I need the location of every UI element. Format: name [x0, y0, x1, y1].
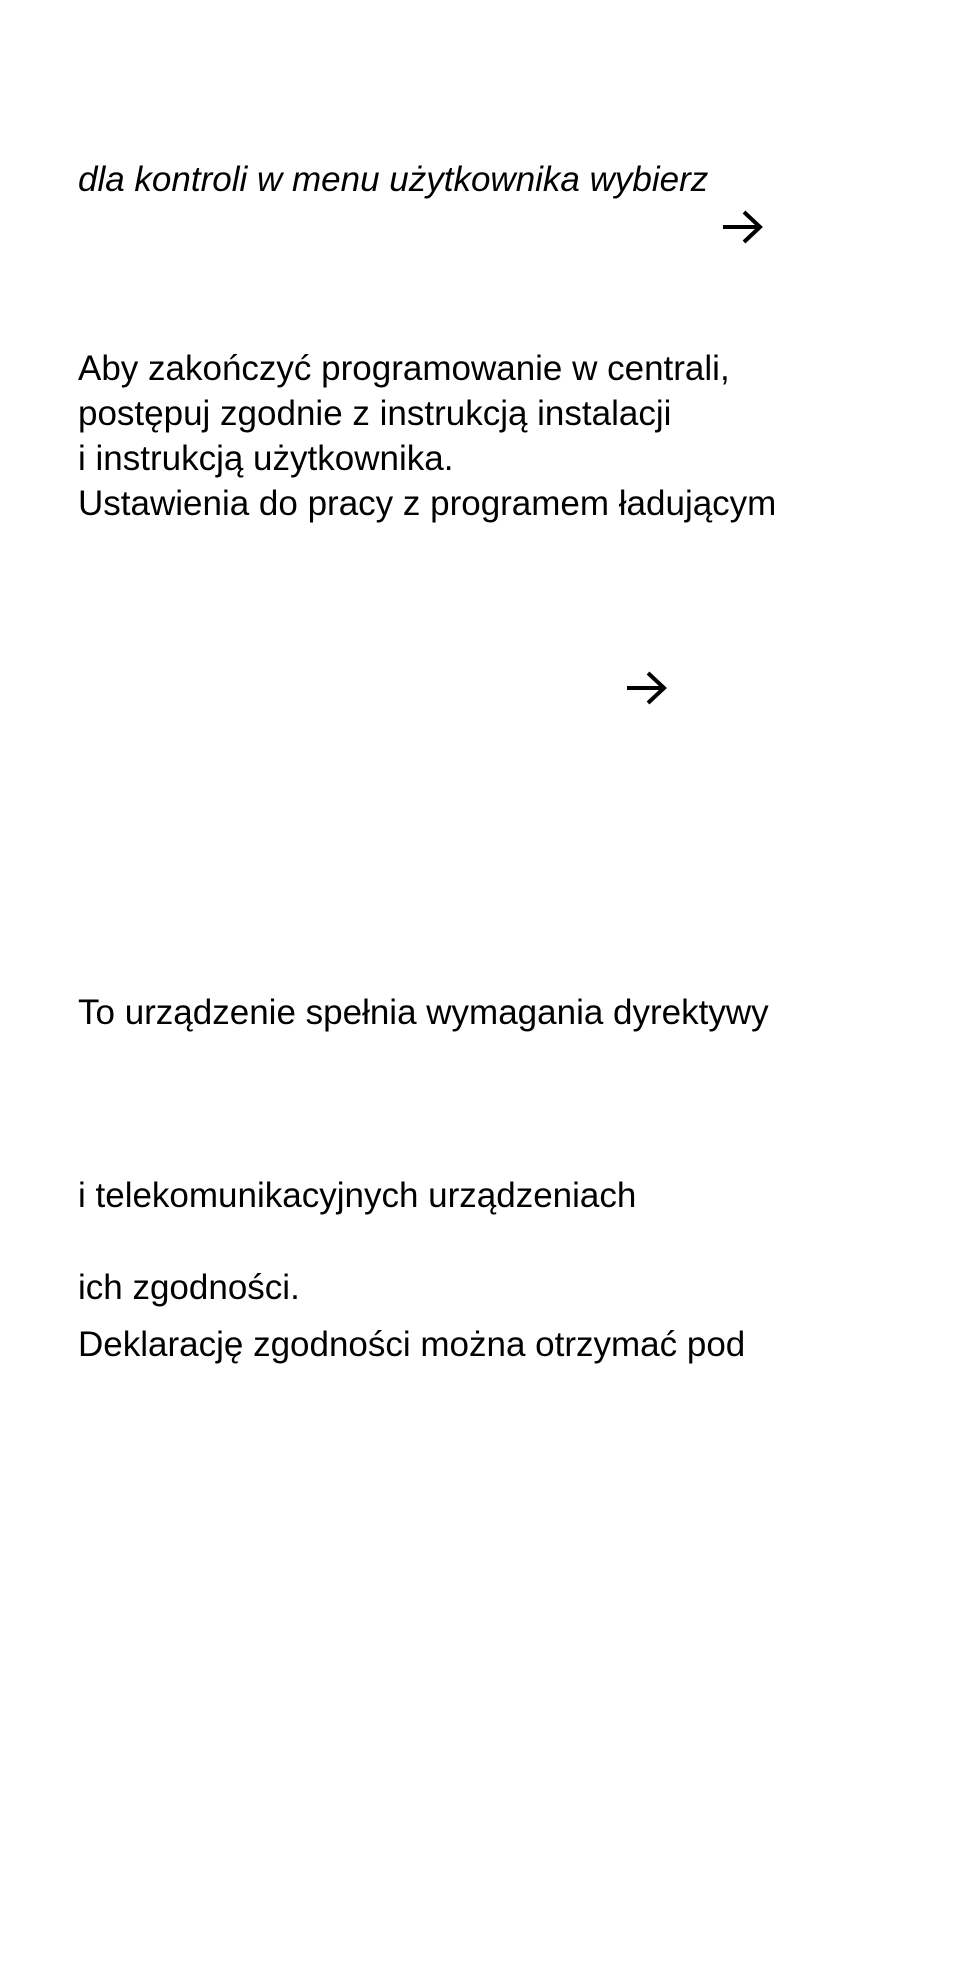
declaration-line: Deklarację zgodności można otrzymać pod	[78, 1325, 746, 1364]
compliance-telecom-line: i telekomunikacyjnych urządzeniach	[78, 1176, 637, 1215]
programming-line-1: Aby zakończyć programowanie w centrali,	[78, 349, 730, 388]
programming-line-2: postępuj zgodnie z instrukcją instalacji	[78, 394, 672, 433]
control-instruction: dla kontroli w menu użytkownika wybierz	[78, 160, 709, 199]
programming-line-3: i instrukcją użytkownika.	[78, 439, 454, 478]
programming-line-4: Ustawienia do pracy z programem ładującym	[78, 484, 777, 523]
compliance-directive-line: To urządzenie spełnia wymagania dyrektywy	[78, 993, 769, 1032]
arrow-right-icon	[624, 668, 670, 708]
compliance-conformity-line: ich zgodności.	[78, 1268, 300, 1307]
arrow-right-icon	[720, 207, 766, 247]
